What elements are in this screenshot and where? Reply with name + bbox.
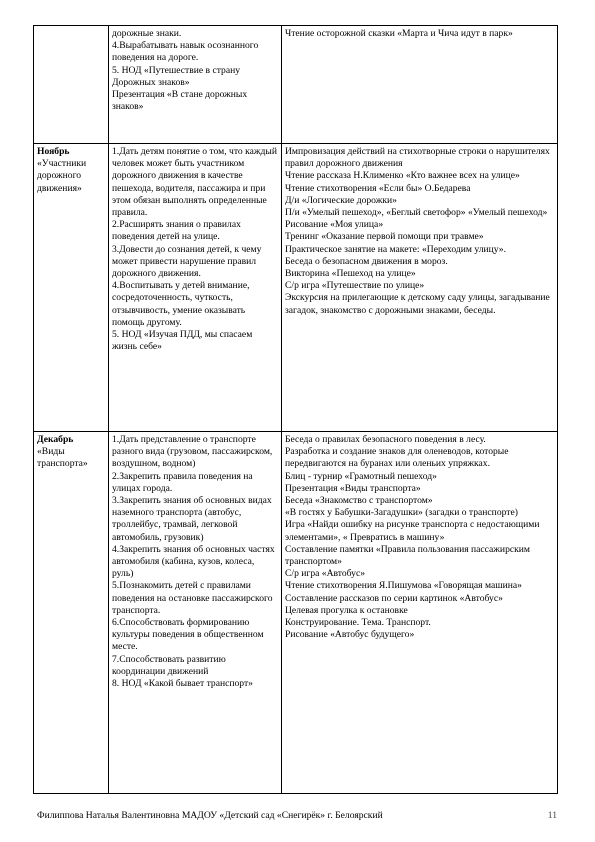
activity-item: Импровизация действий на стихотворные строки о нарушителях правил дорожного движения (285, 146, 550, 170)
activity-item: Рисование «Автобус будущего» (285, 629, 415, 641)
activity-item: Д/и «Логические дорожки» (285, 194, 397, 206)
activity-item: Разработка и создание знаков для оленеводов, которые передвигаются на буранах или оленьих упряжках. (285, 446, 509, 470)
activity-item: Конструирование. Тема. Транспорт. (285, 617, 431, 629)
month-label: Ноябрь (37, 146, 70, 157)
theme-label: «Виды транспорта» (37, 446, 88, 470)
activity-item: Викторина «Пешеход на улице» (285, 268, 416, 280)
goal-item: 1.Дать представление о транспорте разного вида (грузовом, пассажирском, воздушном, водном) (112, 434, 273, 470)
month-cell (34, 26, 109, 144)
goals-cell (109, 26, 282, 144)
goal-item: 5.Познакомить детей с правилами поведения на остановке пассажирского транспорта. (112, 580, 273, 616)
goal-item: 4.Воспитывать у детей внимание, сосредоточенность, чуткость, отзывчивость, умение оказывать помощь другому. (112, 280, 250, 328)
activity-item: Беседа «Знакомство с транспортом» (285, 495, 433, 507)
footer-author: Филиппова Наталья Валентиновна МАДОУ «Детский сад «Снегирёк» г. Белоярский (37, 810, 383, 821)
activity-item: Блиц - турнир «Грамотный пешеход» (285, 470, 437, 482)
goal-item: 7.Способствовать развитию координации движений (112, 653, 226, 677)
goal-item: 1.Дать детям понятие о том, что каждый человек может быть участником дорожного движения в качестве пешехода, водителя, пассажира и при этом обязан выполнять определенные правила. (112, 146, 277, 219)
table-row (34, 144, 558, 432)
goal-item: 5. НОД «Путешествие в страну Дорожных знаков» (112, 64, 241, 88)
activity-item: С/р игра «Путешествие по улице» (285, 280, 425, 292)
activity-item: Чтение стихотворения «Если бы» О.Бедарева (285, 182, 471, 194)
goal-item: 6.Способствовать формированию культуры поведения в общественном месте. (112, 617, 264, 653)
theme-label: «Участники дорожного движения» (37, 158, 87, 194)
plan-table (33, 25, 558, 794)
month-label: Декабрь (37, 434, 74, 445)
activity-item: Составление памятки «Правила пользования пассажирским транспортом» (285, 543, 530, 568)
activity-item: Игра «Найди ошибку на рисунке транспорта с недостающими элементами», « Превратись в машину» (285, 519, 540, 543)
activity-item: С/р игра «Автобус» (285, 568, 366, 580)
table-row (34, 26, 558, 144)
goal-item: 3.Довести до сознания детей, к чему может привести нарушение правил дорожного движения. (112, 243, 262, 280)
activities-cell (282, 144, 558, 432)
goal-item: 2.Расширять знания о правилах поведения детей на улице. (112, 219, 241, 243)
goal-item: 4.Вырабатывать навык осознанного поведения на дороге. (112, 40, 259, 64)
activity-item: Составление рассказов по серии картинок «Автобус» (285, 592, 503, 604)
goals-cell (109, 144, 282, 432)
goal-item: 2.Закрепить правила поведения на улицах города. (112, 470, 253, 494)
activity-item: Целевая прогулка к остановке (285, 604, 408, 616)
goals-cell (109, 432, 282, 794)
activities-cell (282, 26, 558, 144)
activity-item: Чтение осторожной сказки «Марта и Чича идут в парк» (285, 28, 513, 39)
month-cell (34, 144, 109, 432)
goal-item: Презентация «В стане дорожных знаков» (112, 89, 248, 113)
activity-item: Презентация «Виды транспорта» (285, 482, 421, 494)
activities-cell (282, 432, 558, 794)
activity-item: П/и «Умелый пешеход», «Беглый светофор» «Умелый пешеход» (285, 207, 548, 219)
activity-item: «В гостях у Бабушки-Загадушки» (загадки о транспорте) (285, 507, 518, 519)
goal-item: 4.Закрепить знания об основных частях автомобиля (кабина, кузов, колеса, руль) (112, 543, 275, 580)
activity-item: Беседа о безопасном движения в морoз. (285, 255, 448, 267)
page-footer (37, 810, 557, 824)
activity-item: Чтение рассказа Н.Клименко «Кто важнее всех на улице» (285, 170, 520, 182)
goal-item: 3.Закрепить знания об основных видах наземного транспорта (автобус, троллейбус, трамвай, легковой автомобиль, грузовик) (112, 495, 272, 543)
activity-item: Чтение стихотворения Я.Пишумова «Говорящая машина» (285, 580, 522, 592)
activity-item: Экскурсия на прилегающие к детскому саду улицы, загадывание загадок, знакомство с дорожными знаками, беседы. (285, 292, 550, 316)
page-number: 11 (547, 810, 557, 821)
month-cell (34, 432, 109, 794)
table-row (34, 432, 558, 794)
goal-item: 5. НОД «Изучая ПДД, мы спасаем жизнь себе» (112, 329, 253, 353)
activity-item: Практическое занятие на макете: «Переходим улицу». (285, 243, 507, 255)
activity-item: Беседа о правилах безопасного поведения в лесу. (285, 434, 486, 445)
activity-item: Рисование «Моя улица» (285, 219, 384, 231)
goal-item: 8. НОД «Какой бывает транспорт» (112, 678, 253, 690)
activity-item: Тренинг «Оказание первой помощи при травме» (285, 231, 484, 243)
goal-item: дорожные знаки. (112, 28, 182, 39)
